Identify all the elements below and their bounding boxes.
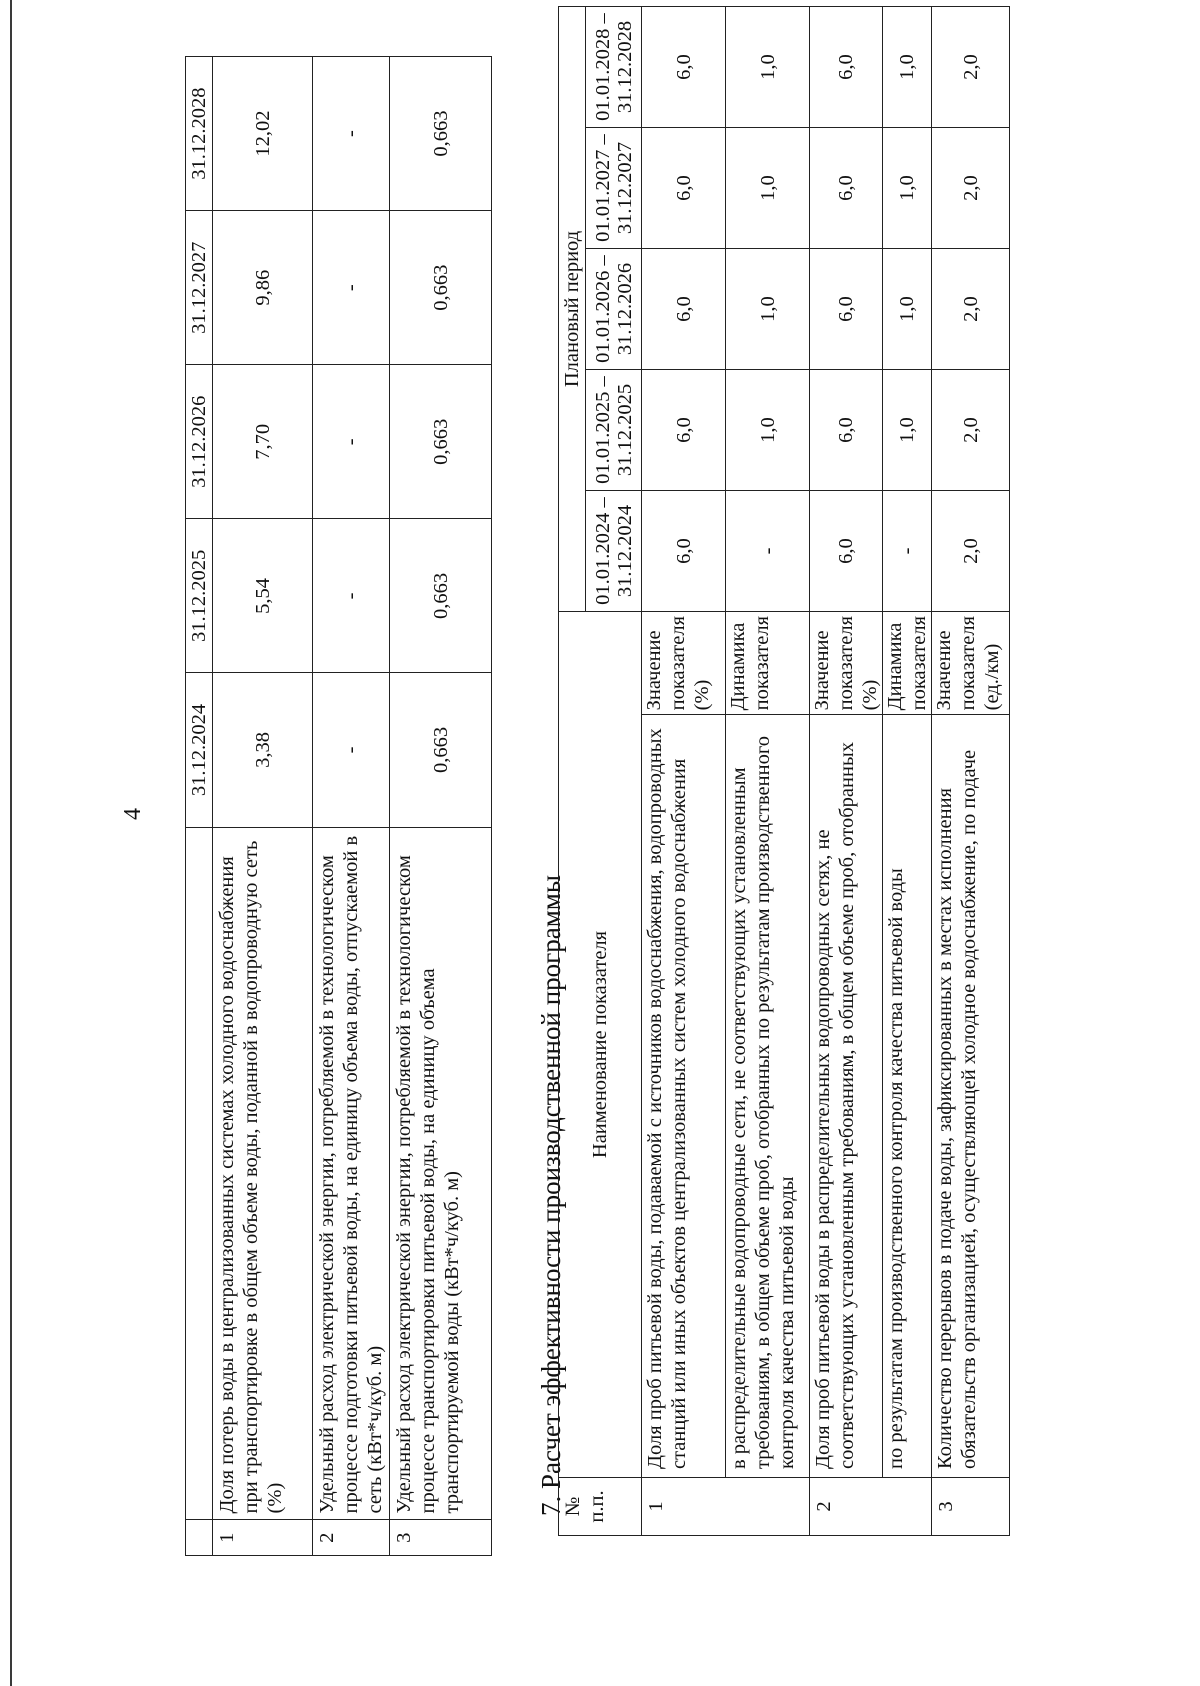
value-cell: 2,0: [932, 249, 1010, 370]
page-number: 4: [120, 808, 146, 820]
row-name: Доля проб питьевой воды, подаваемой с источников водоснабжения, водопроводных станций или иных объектов централизованных систем холодного водоснабжения: [642, 715, 726, 1478]
value-cell: 1,0: [726, 7, 810, 128]
value-cell: 2,0: [932, 370, 1010, 491]
table-row: [313, 57, 390, 1556]
table-row: [213, 57, 313, 1556]
value-cell: 6,0: [642, 370, 726, 491]
value-cell: 6,0: [810, 128, 883, 249]
row-number: 3: [932, 1478, 1010, 1536]
value-cell: 0,663: [390, 57, 492, 211]
indicator-cell: Динамика показателя: [726, 612, 810, 715]
indicator-cell: Значение показателя (ед./км): [932, 612, 1010, 715]
period-cell: 01.01.2024 – 31.12.2024: [586, 491, 642, 612]
table-row: [390, 57, 492, 1556]
indicator-cell: Динамика показателя: [883, 612, 932, 715]
header-cell: 31.12.2026: [186, 365, 213, 519]
value-cell: -: [313, 57, 390, 211]
table-row: [642, 7, 726, 1536]
header-cell: 31.12.2024: [186, 673, 213, 827]
value-cell: 12,02: [213, 57, 313, 211]
value-cell: -: [313, 673, 390, 827]
value-cell: 1,0: [883, 249, 932, 370]
period-cell: 01.01.2026 – 31.12.2026: [586, 249, 642, 370]
value-cell: 5,54: [213, 519, 313, 673]
table-row: [726, 7, 810, 1536]
value-cell: -: [883, 491, 932, 612]
value-cell: 1,0: [883, 7, 932, 128]
targets-table: [185, 56, 492, 1556]
value-cell: 6,0: [642, 7, 726, 128]
period-cell: 01.01.2027 – 31.12.2027: [586, 128, 642, 249]
header-num: № п.п.: [559, 1478, 642, 1536]
indicator-cell: Значение показателя (%): [642, 612, 726, 715]
value-cell: 1,0: [883, 128, 932, 249]
value-cell: 6,0: [810, 7, 883, 128]
header-cell: 31.12.2027: [186, 211, 213, 365]
header-period: Плановый период: [559, 7, 586, 612]
value-cell: 6,0: [810, 249, 883, 370]
value-cell: -: [313, 211, 390, 365]
value-cell: 0,663: [390, 673, 492, 827]
row-name: Доля потерь воды в централизованных системах холодного водоснабжения при транспортировке в общем объеме воды, поданной в водопроводную сеть (%): [213, 827, 313, 1520]
table-row: [883, 7, 932, 1536]
row-number: 1: [213, 1520, 313, 1556]
row-name: в распределительные водопроводные сети, не соответствующих установленным требованиям, в общем объеме проб, отобранных по результатам производственного контроля качества питьевой воды: [726, 715, 810, 1478]
efficiency-table: [558, 6, 1010, 1536]
table-row: [810, 7, 883, 1536]
row-number: 2: [810, 1478, 932, 1536]
value-cell: 1,0: [883, 370, 932, 491]
value-cell: 9,86: [213, 211, 313, 365]
header-cell: [186, 827, 213, 1520]
value-cell: 6,0: [642, 249, 726, 370]
value-cell: 6,0: [810, 491, 883, 612]
period-cell: 01.01.2025 – 31.12.2025: [586, 370, 642, 491]
row-name: Количество перерывов в подаче воды, зафиксированных в местах исполнения обязательств организацией, осуществляющей холодное водоснабжение, по подаче: [932, 715, 1010, 1478]
row-name: Доля проб питьевой воды в распределительных водопроводных сетях, не соответствующих установленным требованиям, в общем объеме проб, отобранных: [810, 715, 883, 1478]
value-cell: 0,663: [390, 211, 492, 365]
row-number: 1: [642, 1478, 810, 1536]
row-name: Удельный расход электрической энергии, потребляемой в технологическом процессе подготовки питьевой воды, на единицу объема воды, отпускаемой в сеть (кВт*ч/куб. м): [313, 827, 390, 1520]
value-cell: 7,70: [213, 365, 313, 519]
value-cell: 3,38: [213, 673, 313, 827]
indicator-cell: Значение показателя (%): [810, 612, 883, 715]
table-row: [932, 7, 1010, 1536]
value-cell: -: [313, 365, 390, 519]
value-cell: 2,0: [932, 491, 1010, 612]
header-name: Наименование показателя: [559, 612, 642, 1478]
value-cell: 1,0: [726, 370, 810, 491]
table-header-row: [186, 57, 213, 1556]
value-cell: -: [726, 491, 810, 612]
row-name: по результатам производственного контроля качества питьевой воды: [883, 715, 932, 1478]
header-cell: 31.12.2025: [186, 519, 213, 673]
row-number: 2: [313, 1520, 390, 1556]
value-cell: 2,0: [932, 7, 1010, 128]
header-cell: 31.12.2028: [186, 57, 213, 211]
value-cell: 1,0: [726, 128, 810, 249]
value-cell: -: [313, 519, 390, 673]
value-cell: 0,663: [390, 365, 492, 519]
header-cell: [186, 1520, 213, 1556]
row-number: 3: [390, 1520, 492, 1556]
value-cell: 0,663: [390, 519, 492, 673]
value-cell: 6,0: [810, 370, 883, 491]
section-title: 7. Расчет эффективности производственной программы: [536, 874, 566, 1516]
period-cell: 01.01.2028 – 31.12.2028: [586, 7, 642, 128]
value-cell: 1,0: [726, 249, 810, 370]
table-header-row: [559, 7, 586, 1536]
value-cell: 6,0: [642, 491, 726, 612]
value-cell: 6,0: [642, 128, 726, 249]
value-cell: 2,0: [932, 128, 1010, 249]
row-name: Удельный расход электрической энергии, потребляемой в технологическом процессе транспортировки питьевой воды, на единицу объема транспортируемой воды (кВт*ч/куб. м): [390, 827, 492, 1520]
